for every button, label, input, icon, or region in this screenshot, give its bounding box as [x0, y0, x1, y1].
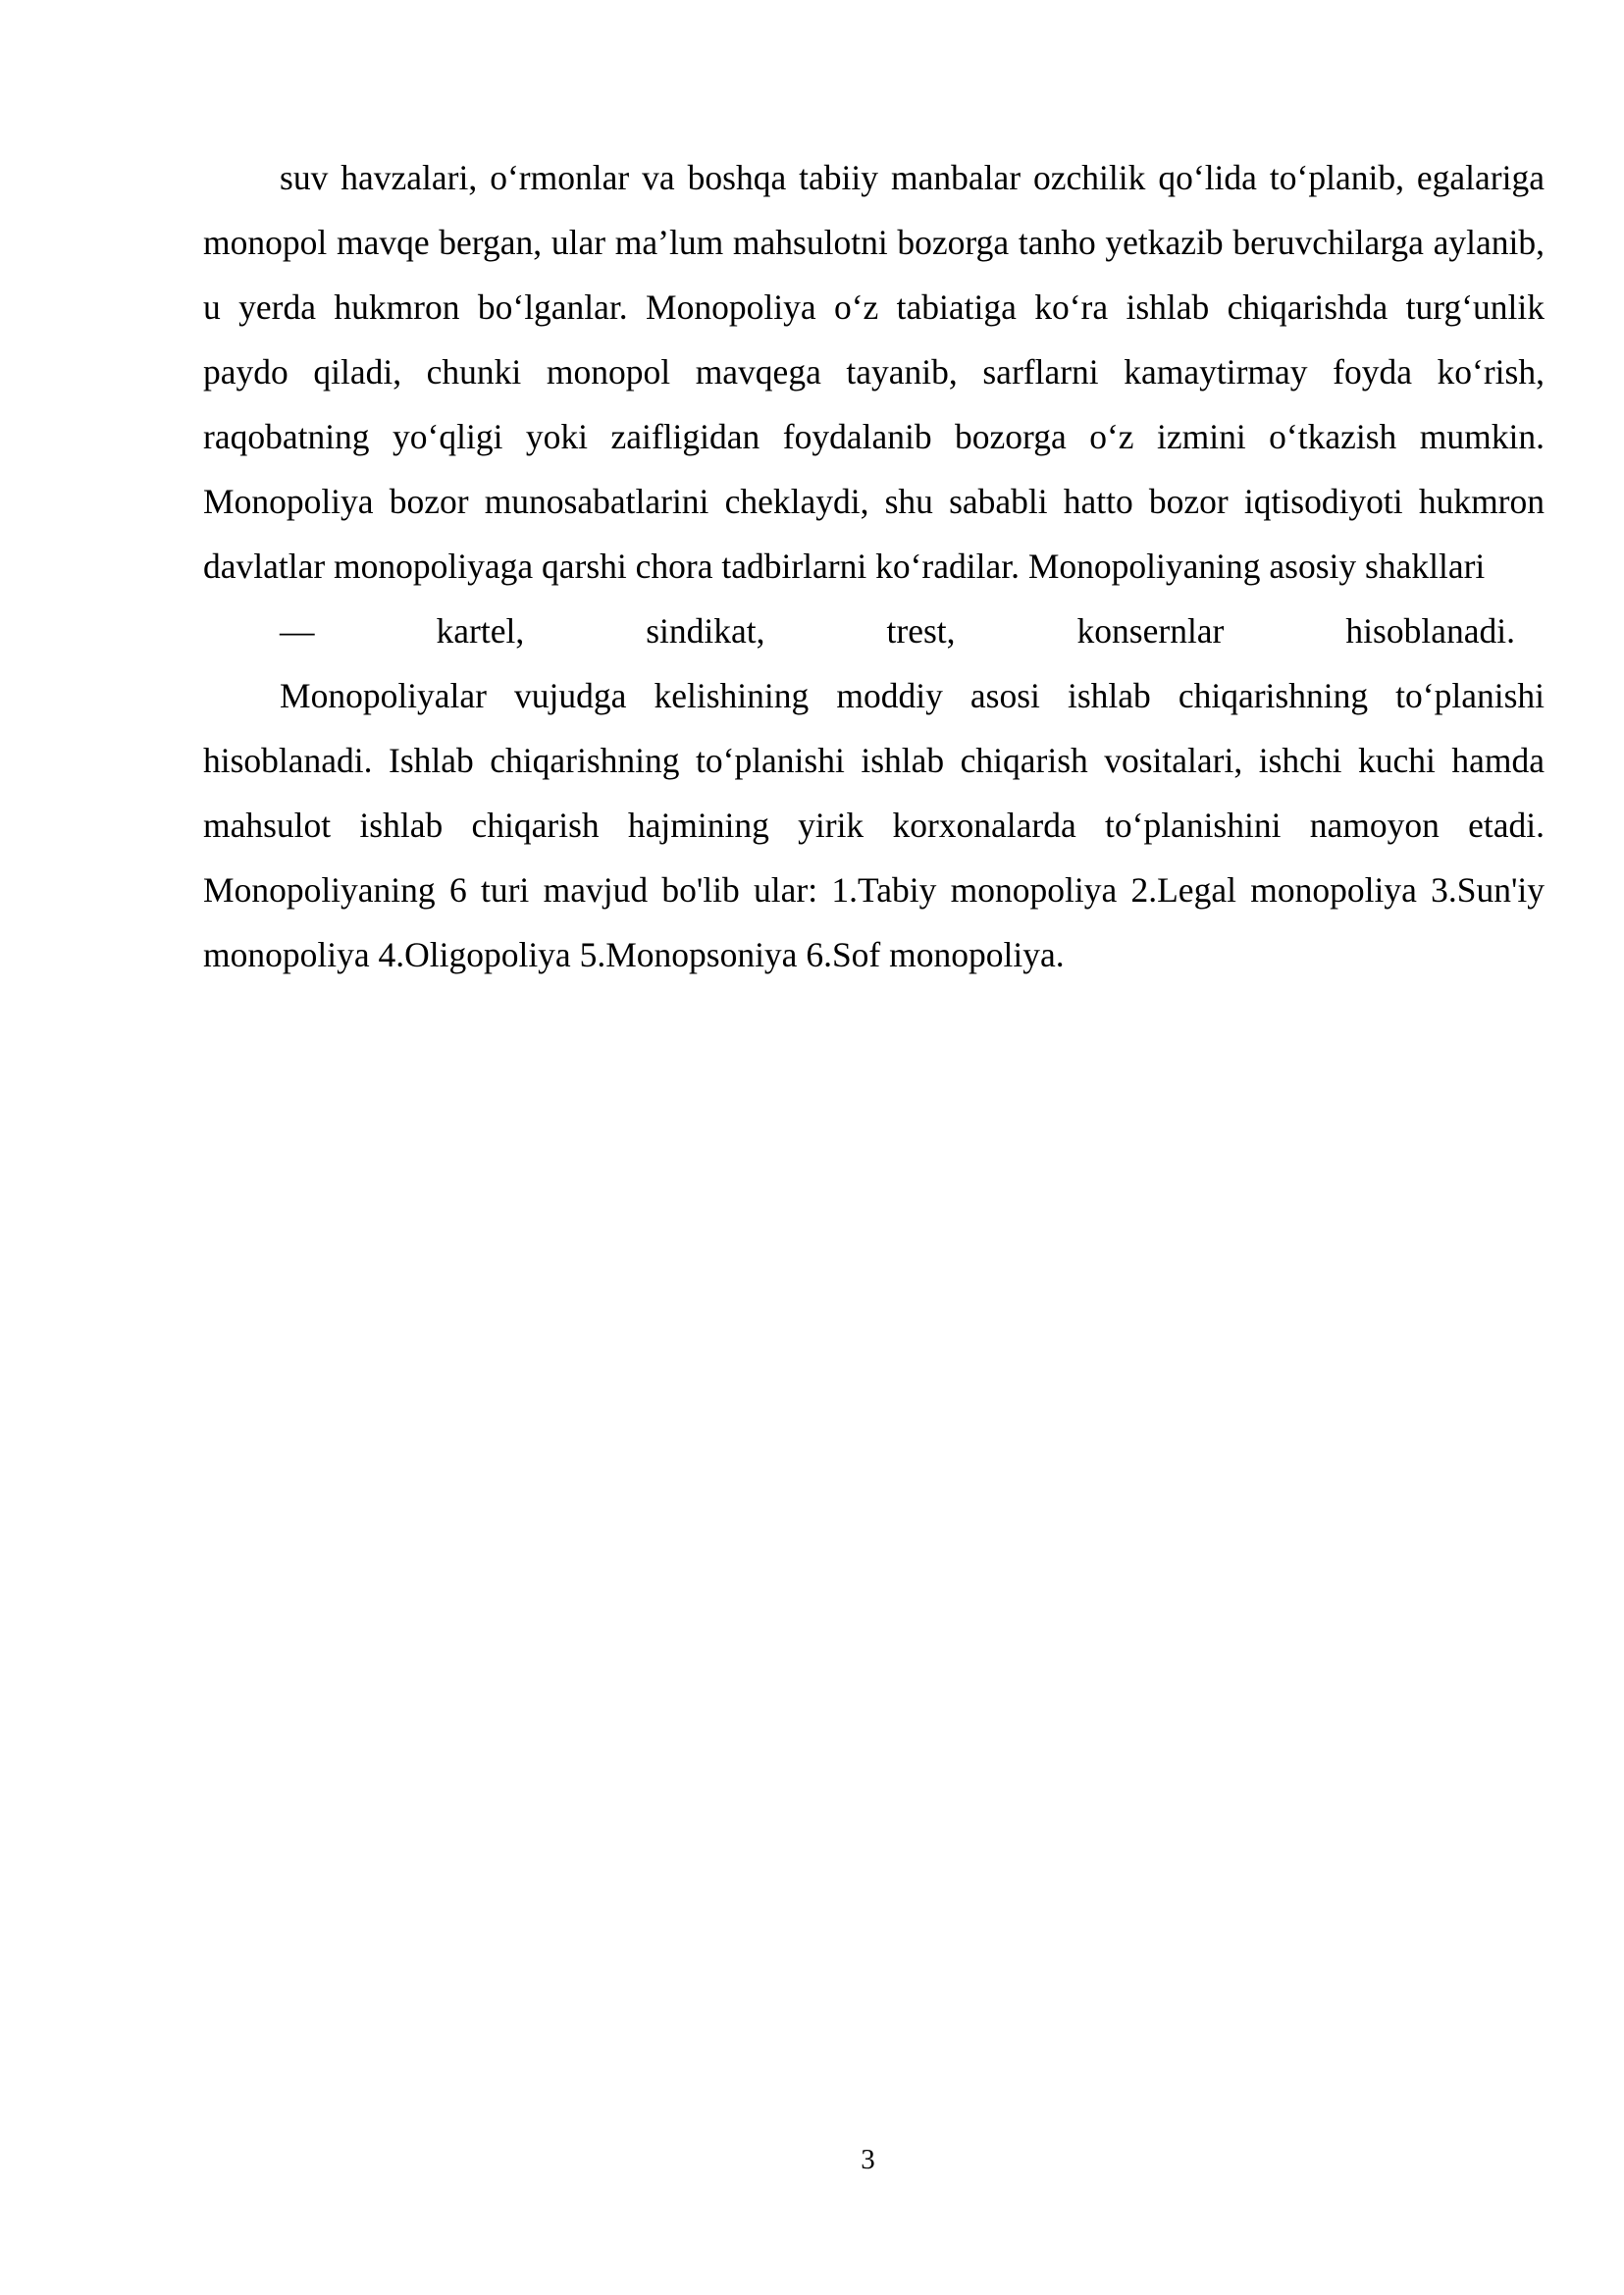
list-item-hisoblanadi: hisoblanadi. — [1345, 611, 1515, 651]
page-number: 3 — [861, 2144, 875, 2175]
paragraph-1: suv havzalari, o‘rmonlar va boshqa tabiiy manbalar ozchilik qo‘lida to‘planib, egalariga monopol mavqe bergan, ular ma’lum mahsulotni bozorga tanho yetkazib beruvchilarga aylanib, u yerda hukmron bo‘lganlar. Monopoliya o‘z tabiatiga ko‘ra ishlab chiqarishda turg‘unlik paydo qiladi, chunki monopol mavqega tayanib, sarflarni kamaytirmay foyda ko‘rish, raqobatning yo‘qligi yoki zaifligidan foydalanib bozorga o‘z izmini o‘tkazish mumkin. Monopoliya bozor munosabatlarini cheklaydi, shu sababli hatto bozor iqtisodiyoti hukmron davlatlar monopoliyaga qarshi chora tadbirlarni ko‘radilar. Monopoliyaning asosiy shakllari — [203, 158, 1545, 586]
document-body — [203, 145, 1545, 987]
list-dash: — — [280, 611, 315, 651]
list-item-sindikat: sindikat, — [646, 611, 765, 651]
list-item-kartel: kartel, — [436, 611, 525, 651]
forms-list-line — [203, 599, 1545, 663]
list-item-konsernlar: konsernlar — [1076, 611, 1225, 651]
list-item-trest: trest, — [886, 611, 956, 651]
paragraph-2: Monopoliyalar vujudga kelishining moddiy asosi ishlab chiqarishning to‘planishi hisoblanadi. Ishlab chiqarishning to‘planishi ishlab chiqarish vositalari, ishchi kuchi hamda mahsulot ishlab chiqarish hajmining yirik korxonalarda to‘planishini namoyon etadi. Monopoliyaning 6 turi mavjud bo'lib ular: 1.Tabiy monopoliya 2.Legal monopoliya 3.Sun'iy monopoliya 4.Oligopoliya 5.Monopsoniya 6.Sof monopoliya. — [203, 676, 1545, 974]
